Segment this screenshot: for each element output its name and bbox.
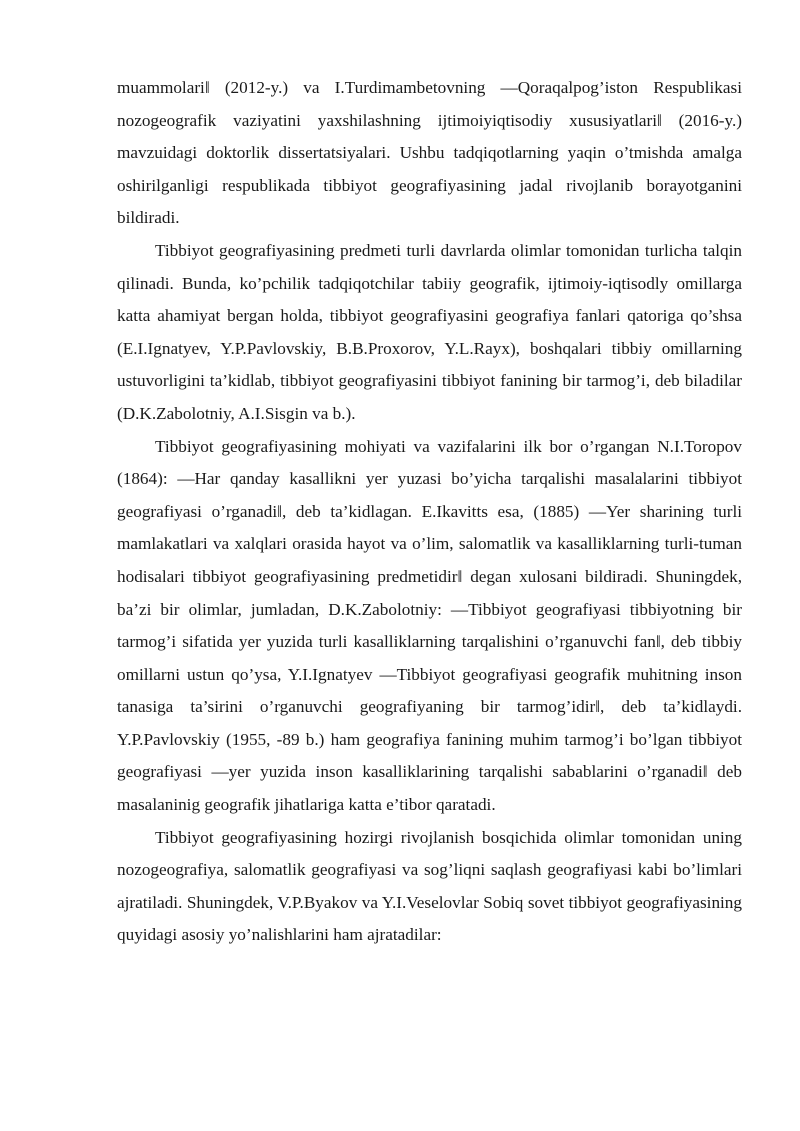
paragraph-subject-definition: Tibbiyot geografiyasining predmeti turli davrlarda olimlar tomonidan turlicha talqin qilinadi. Bunda, ko’pchilik tadqiqotchilar tabiiy geografik, ijtimoiy-iqtisodly omillarga katta ahamiyat bergan holda, tibbiyot geografiyasini geografiya fanlari qatoriga qo’shsa (E.I.Ignatyev, Y.P.Pavlovskiy, B.B.Proxorov, Y.L.Rayx), boshqalari tibbiy omillarning ustuvorligini ta’kidlab, tibbiyot geografiyasini tibbiyot fanining bir tarmog’i, deb biladilar (D.K.Zabolotniy, A.I.Sisgin va b.). [117, 240, 742, 423]
document-body [117, 72, 742, 952]
paragraph-essence-tasks: Tibbiyot geografiyasining mohiyati va vazifalarini ilk bor o’rgangan N.I.Toropov (1864): ―Har qanday kasallikni yer yuzasi bo’yicha tarqalishi masalalarini tibbiyot geografiyasi o’rganadi‖, deb ta’kidlagan. E.Ikavitts esa, (1885) ―Yer sharining turli mamlakatlari va xalqlari orasida hayot va o’lim, salomatlik va kasalliklarning turli-tuman hodisalari tibbiyot geografiyasining predmetidir‖ degan xulosani bildiradi. Shuningdek, ba’zi bir olimlar, jumladan, D.K.Zabolotniy: ―Tibbiyot geografiyasi tibbiyotning bir tarmog’i sifatida yer yuzida turli kasalliklarning tarqalishini o’rganuvchi fan‖, deb tibbiy omillarni ustun qo’ysa, Y.I.Ignatyev ―Tibbiyot geografiyasi geografik muhitning inson tanasiga ta’sirini o’rganuvchi geografiyaning bir tarmog’idir‖, deb ta’kidlaydi. Y.P.Pavlovskiy (1955, -89 b.) ham geografiya fanining muhim tarmog’i bo’lgan tibbiyot geografiyasi ―yer yuzida inson kasalliklarining tarqalishi sabablarini o’rganadi‖ deb masalaninig geografik jihatlariga katta e’tibor qaratadi. [117, 436, 742, 815]
paragraph-current-stage: Tibbiyot geografiyasining hozirgi rivojlanish bosqichida olimlar tomonidan uning nozogeografiya, salomatlik geografiyasi va sog’liqni saqlash geografiyasi kabi bo’limlari ajratiladi. Shuningdek, V.P.Byakov va Y.I.Veselovlar Sobiq sovet tibbiyot geografiyasining quyidagi asosiy yo’nalishlarini ham ajratadilar: [117, 827, 742, 945]
paragraph-continuation: muammolari‖ (2012-y.) va I.Turdimambetovning ―Qoraqalpog’iston Respublikasi nozogeografik vaziyatini yaxshilashning ijtimoiyiqtisodiy xususiyatlari‖ (2016-y.) mavzuidagi doktorlik dissertatsiyalari. Ushbu tadqiqotlarning yaqin o’tmishda amalga oshirilganligi respublikada tibbiyot geografiyasining jadal rivojlanib borayotganini bildiradi. [117, 78, 742, 228]
